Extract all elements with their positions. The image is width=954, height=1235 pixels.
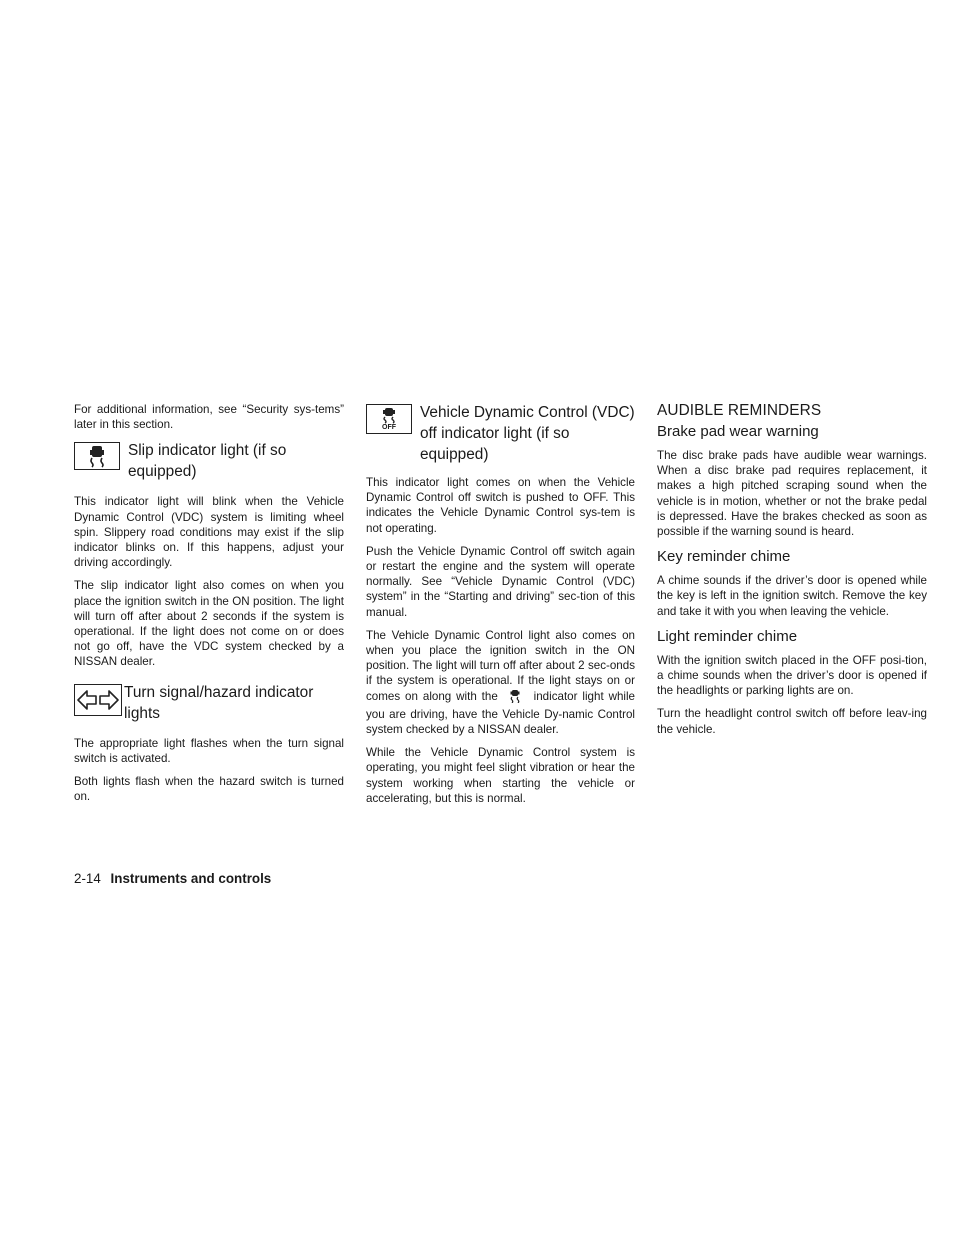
vdc-paragraph-3: [366, 628, 635, 737]
slip-indicator-heading: [74, 440, 344, 482]
column-middle: [366, 402, 635, 814]
vdc-off-icon: [366, 404, 412, 434]
light-reminder-title: Light reminder chime: [657, 627, 798, 645]
brake-pad-paragraph: The disc brake pads have audible wear warnings. When a disc brake pad requires replacement, it makes a high pitched scraping sound when the vehicle is in motion, whether or not the brake pedal is depressed. Have the brakes checked as soon as possible if the warning sound is heard.: [657, 449, 927, 539]
key-reminder-title: Key reminder chime: [657, 548, 791, 566]
slip-indicator-icon: [74, 442, 120, 470]
turn-signal-arrows-icon: [74, 684, 122, 716]
page-number: 2-14: [74, 871, 101, 886]
vdc-paragraph-4: While the Vehicle Dynamic Control system is operating, you might feel slight vibration or hear the system working when starting the vehicle or accelerating, but this is normal.: [366, 746, 635, 805]
brake-pad-title: Brake pad wear warning: [657, 423, 819, 440]
footer-section-title: Instruments and controls: [110, 871, 272, 886]
page-footer: [74, 871, 271, 886]
vdc-paragraph-1: This indicator light comes on when the Vehicle Dynamic Control off switch is pushed to OFF. This indicates the Vehicle Dynamic Control sys-tem is not operating.: [366, 476, 635, 535]
key-reminder-paragraph: A chime sounds if the driver’s door is opened while the key is left in the ignition switch. Remove the key and take it with you when leaving the vehicle.: [657, 574, 927, 618]
slip-indicator-inline-icon: [509, 689, 521, 707]
vdc-off-icon-label: OFF: [382, 423, 396, 431]
slip-paragraph-2: The slip indicator light also comes on when you place the ignition switch in the ON position. The light will turn off after about 2 seconds if the system is operational. If the light does not come on or does not go off, have the VDC system checked by a NISSAN dealer.: [74, 579, 344, 669]
vdc-paragraph-3-part-a: The Vehicle Dynamic Control light also comes on when you place the ignition switch in the ON position. The light will turn off after about 2 sec-onds if the system is operational. If the light stays on or comes on along with the: [366, 628, 635, 703]
turn-signal-title: Turn signal/hazard indicator lights: [124, 683, 314, 722]
turn-signal-paragraph-2: Both lights flash when the hazard switch is turned on.: [74, 775, 344, 804]
light-reminder-paragraph-1: With the ignition switch placed in the OFF posi-tion, a chime sounds when the driver’s door is opened if the headlights or parking lights are on.: [657, 653, 927, 698]
vdc-paragraph-2: Push the Vehicle Dynamic Control off switch again or restart the engine and the system will operate normally. See “Vehicle Dynamic Control (VDC) system” in the “Starting and driving” sec-tion of this manual.: [366, 544, 635, 619]
slip-indicator-title: Slip indicator light (if so equipped): [128, 442, 287, 481]
column-left: [74, 402, 344, 812]
vdc-off-heading: [366, 402, 635, 465]
intro-paragraph: For additional information, see “Security sys-tems” later in this section.: [74, 403, 344, 432]
audible-reminders-title: AUDIBLE REMINDERS: [657, 402, 822, 419]
vdc-off-title: Vehicle Dynamic Control (VDC) off indicator light (if so equipped): [420, 404, 635, 463]
vdc-paragraph-3-part-b: indicator light while you are driving, have the Vehicle Dy-namic Control system checked by a NISSAN dealer.: [366, 689, 635, 737]
slip-paragraph-1: This indicator light will blink when the Vehicle Dynamic Control (VDC) system is limiting wheel spin. Slippery road conditions may exist if the slip indicator blinks on. If this happens, adjust your driving accordingly.: [74, 495, 344, 570]
light-reminder-paragraph-2: Turn the headlight control switch off before leav-ing the vehicle.: [657, 707, 927, 736]
turn-signal-heading: [74, 682, 344, 724]
column-right: [657, 402, 927, 745]
turn-signal-paragraph-1: The appropriate light flashes when the turn signal switch is activated.: [74, 736, 344, 765]
